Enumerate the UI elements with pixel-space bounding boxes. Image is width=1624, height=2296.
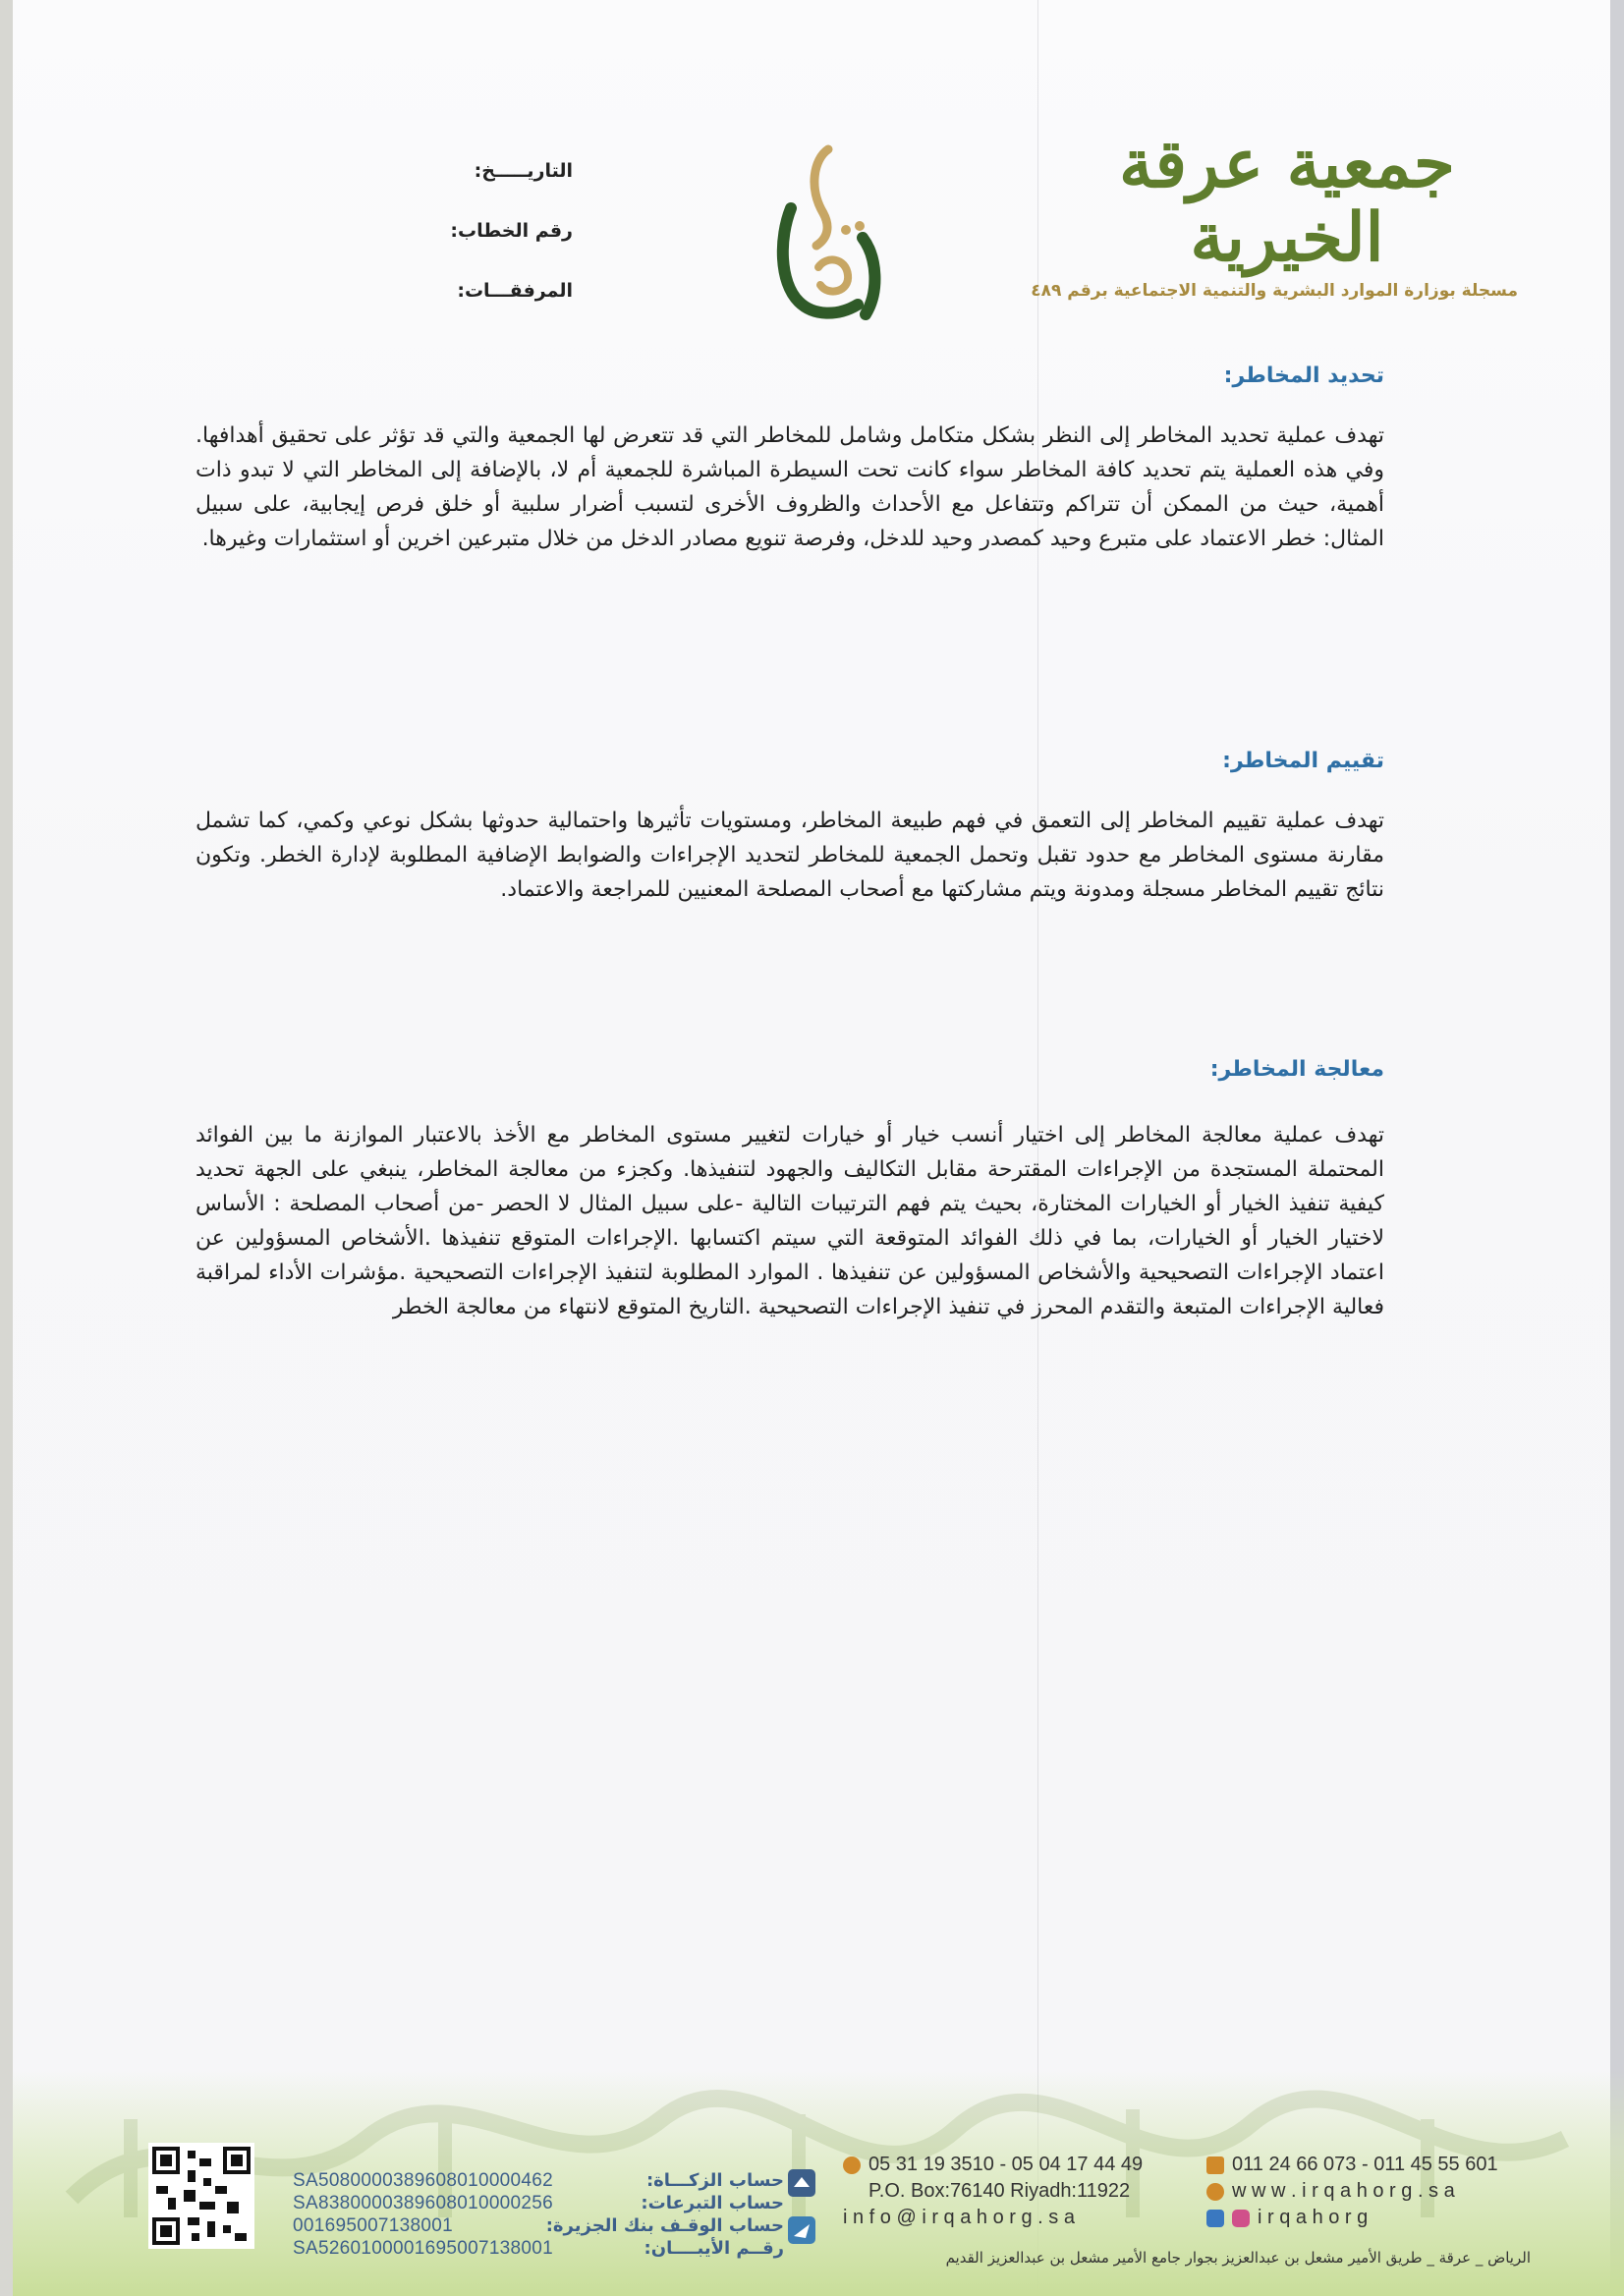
contact-info-left bbox=[843, 2152, 1177, 2231]
bank-account-number: 001695007138001 bbox=[293, 2214, 454, 2236]
org-name: جمعية عرقة الخيرية bbox=[1119, 125, 1455, 277]
bank-account-row bbox=[293, 2169, 784, 2192]
letter-meta bbox=[435, 157, 573, 337]
letter-page bbox=[13, 0, 1624, 2296]
bank-account-row bbox=[293, 2192, 784, 2214]
bank-account-number: SA8380000389608010000256 bbox=[293, 2192, 554, 2213]
date-label: التاريـــــخ: bbox=[474, 160, 573, 182]
twitter-icon bbox=[1206, 2210, 1224, 2227]
landline-phones: 011 24 66 073 - 011 45 55 601 bbox=[1206, 2152, 1531, 2178]
bank-account-row bbox=[293, 2214, 784, 2237]
org-logo bbox=[1031, 125, 1518, 301]
bank-account-row bbox=[293, 2237, 784, 2260]
globe-icon bbox=[1206, 2183, 1224, 2201]
org-registration: مسجلة بوزارة الموارد البشرية والتنمية الاجتماعية برقم ٤٨٩ bbox=[1031, 280, 1518, 301]
mobile-phones: 05 31 19 3510 - 05 04 17 44 49 bbox=[843, 2152, 1177, 2178]
bank-account-label: رقــم الأيبــــان: bbox=[644, 2238, 784, 2259]
section-heading-risk-identification: تحديد المخاطر: bbox=[1223, 364, 1384, 388]
website-link[interactable]: w w w . i r q a h o r g . s a bbox=[1206, 2178, 1531, 2205]
po-box: P.O. Box:76140 Riyadh:11922 bbox=[868, 2180, 1131, 2202]
bank-account-number: SA5080000389608010000462 bbox=[293, 2169, 554, 2191]
bank-accounts bbox=[293, 2169, 784, 2260]
phone-icon bbox=[843, 2156, 861, 2174]
section-body-risk-identification: تهدف عملية تحديد المخاطر إلى النظر بشكل متكامل وشامل للمخاطر التي قد تتعرض لها الجمعية والتي قد تؤثر على تحقيق أهدافها. وفي هذه العملية يتم تحديد كافة المخاطر سواء كانت تحت السيطرة المباشرة للجمعية أم لا، بالإضافة إلى المخاطر التي لا تبدو ذات أهمية، حيث من الممكن أن تتراكم وتتفاعل مع الأحداث والظروف الأخرى لتسبب أضرار سلبية أو خلق فرص إيجابية، على سبيل المثال: خطر الاعتماد على متبرع وحيد كمصدر وحيد للدخل، وفرصة تنويع مصادر الدخل من خلال متبرعين اخرين أو استثمارات وغيرها. bbox=[196, 423, 1384, 551]
calligraphy-emblem-icon bbox=[769, 120, 907, 336]
bank-account-label: حساب التبرعات: bbox=[641, 2193, 784, 2213]
letter-number-label: رقم الخطاب: bbox=[450, 220, 573, 242]
bank-account-label: حساب الزكـــاة: bbox=[645, 2170, 784, 2191]
section-heading-risk-assessment: تقييم المخاطر: bbox=[1222, 749, 1384, 773]
social-handle[interactable]: i r q a h o r g bbox=[1206, 2205, 1531, 2231]
bank-account-number: SA5260100001695007138001 bbox=[293, 2237, 554, 2259]
attachments-label: المرفقـــات: bbox=[457, 280, 573, 302]
letterhead-footer bbox=[13, 2070, 1624, 2296]
address: الرياض _ عرقة _ طريق الأمير مشعل بن عبدالعزيز بجوار جامع الأمير مشعل بن عبدالعزيز القديم bbox=[945, 2249, 1531, 2267]
email-link[interactable]: i n f o @ i r q a h o r g . s a bbox=[843, 2207, 1075, 2228]
section-body-risk-treatment: تهدف عملية معالجة المخاطر إلى اختيار أنسب خيار أو خيارات لتغيير مستوى المخاطر مع الأخذ بالاعتبار الموازنة ما بين الفوائد المحتملة المستجدة من الإجراءات المقترحة مقابل التكاليف والجهود لتنفيذها. وكجزء من معالجة المخاطر، ينبغي على الجهة تحديد كيفية تنفيذ الخيار أو الخيارات المختارة، بحيث يتم فهم الترتيبات التالية -على سبيل المثال لا الحصر -من أصحاب المصلحة : الأساس لاختيار الخيار أو الخيارات، بما في ذلك الفوائد المتوقعة التي سيتم اكتسابها .الإجراءات المتوقع تنفيذها .الأشخاص المسؤولين عن اعتماد الإجراءات التصحيحية والأشخاص المسؤولين عن تنفيذها . الموارد المطلوبة لتنفيذ الإجراءات التصحيحية .مؤشرات الأداء لمراقبة فعالية الإجراءات المتبعة والتقدم المحرز في تنفيذ الإجراءات التصحيحية .التاريخ المتوقع لانتهاء من معالجة الخطر bbox=[196, 1123, 1384, 1319]
bank-account-label: حساب الوقـف بنك الجزيرة: bbox=[545, 2215, 784, 2236]
section-body-risk-assessment: تهدف عملية تقييم المخاطر إلى التعمق في فهم طبيعة المخاطر، ومستويات تأثيرها واحتمالية حدوثها بشكل نوعي وكمي، كما تشمل مقارنة مستوى المخاطر مع حدود تقبل وتحمل الجمعية للمخاطر لتحديد الإجراءات والضوابط الإضافية المطلوبة لإدارة الخطر. وتكون نتائج تقييم المخاطر مسجلة ومدونة ويتم مشاركتها مع أصحاب المصلحة المعنيين للمراجعة والاعتماد. bbox=[196, 809, 1384, 902]
section-heading-risk-treatment: معالجة المخاطر: bbox=[1209, 1057, 1384, 1082]
phone-icon bbox=[1206, 2156, 1224, 2174]
scan-edge bbox=[1610, 0, 1624, 2296]
instagram-icon bbox=[1232, 2210, 1250, 2227]
contact-info-right bbox=[1206, 2152, 1531, 2231]
bank-icon bbox=[782, 2165, 821, 2256]
qr-code-icon[interactable] bbox=[148, 2143, 254, 2249]
